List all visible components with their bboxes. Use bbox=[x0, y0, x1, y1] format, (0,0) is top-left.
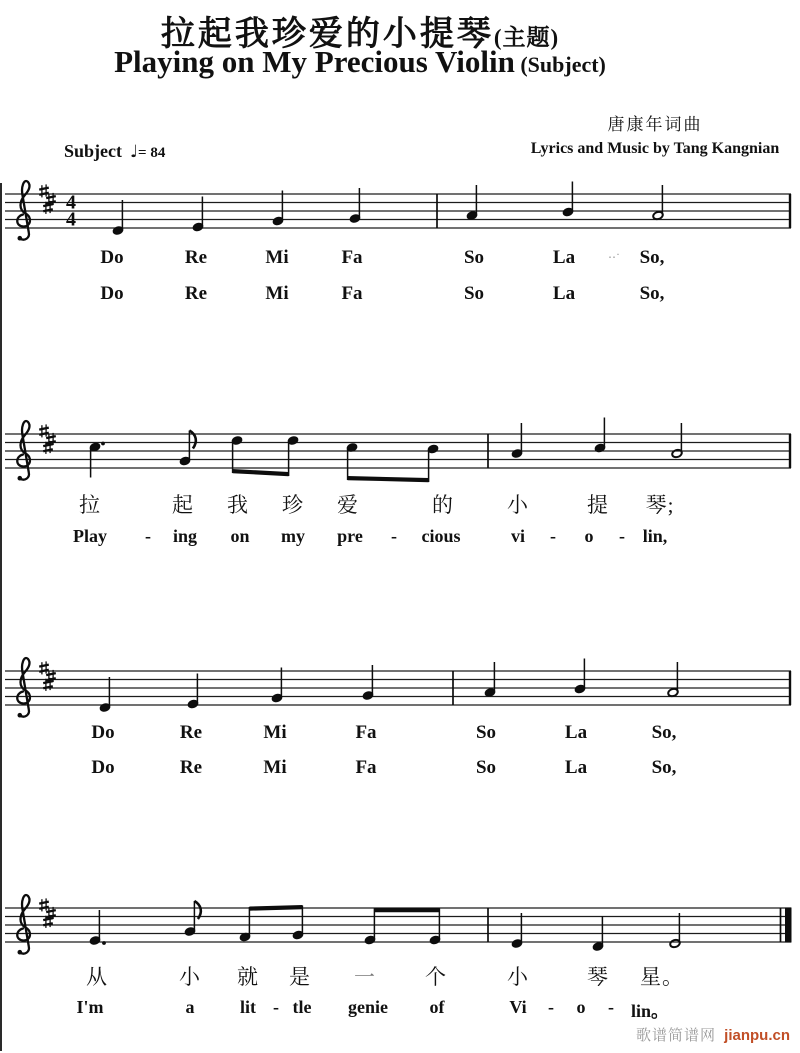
lyric-syllable: So, bbox=[651, 722, 677, 743]
lyric-syllable: 爱 bbox=[337, 493, 359, 517]
lyric-syllable: 拉 bbox=[79, 493, 101, 517]
lyric-syllable: 琴 bbox=[587, 965, 609, 989]
lyric-syllable: Re bbox=[184, 247, 208, 268]
lyric-syllable: vi bbox=[510, 526, 526, 546]
lyric-syllable: So bbox=[463, 247, 485, 268]
lyric-syllable: Do bbox=[91, 722, 115, 743]
lyric-syllable: 小 bbox=[507, 965, 529, 989]
lyric-syllable: Fa bbox=[355, 722, 377, 743]
lyric-syllable: lit bbox=[240, 997, 256, 1017]
lyric-syllable: I'm bbox=[76, 997, 104, 1017]
lyric-syllable: of bbox=[429, 997, 445, 1017]
lyric-syllable: Re bbox=[179, 757, 203, 778]
lyric-syllable: - bbox=[391, 526, 397, 546]
watermark-site-url: jianpu.cn bbox=[724, 1027, 790, 1044]
lyric-syllable: - bbox=[608, 997, 614, 1017]
lyric-syllable: - bbox=[619, 526, 625, 546]
lyric-syllable: - bbox=[548, 997, 554, 1017]
tempo-label: Subject bbox=[64, 141, 122, 161]
lyric-syllable: 从 bbox=[86, 965, 108, 989]
lyric-syllable: Do bbox=[91, 757, 115, 778]
lyric-syllable: So bbox=[475, 722, 497, 743]
lyric-syllable: o bbox=[584, 526, 594, 546]
lyric-syllable: So, bbox=[639, 283, 665, 304]
lyric-syllable: pre bbox=[337, 526, 363, 546]
lyric-syllable: Mi bbox=[265, 247, 289, 268]
lyric-syllable: 起 bbox=[172, 493, 194, 517]
lyric-syllable: So, bbox=[639, 247, 665, 268]
title-english-text: Playing on My Precious Violin bbox=[114, 44, 515, 79]
lyric-syllable: 一 bbox=[354, 965, 376, 989]
lyric-syllable: So bbox=[463, 283, 485, 304]
quarter-note-icon: ♩ bbox=[130, 142, 139, 162]
lyric-syllable: 提 bbox=[587, 493, 609, 517]
lyric-syllable: Re bbox=[179, 722, 203, 743]
lyric-syllable: my bbox=[281, 526, 305, 546]
lyric-syllable: 小 bbox=[507, 493, 529, 517]
lyric-syllable: La bbox=[564, 722, 588, 743]
lyric-syllable: 星。 bbox=[640, 965, 684, 989]
lyric-syllable: Play bbox=[73, 526, 107, 546]
lyric-syllable: cious bbox=[421, 526, 461, 546]
tempo-value: = 84 bbox=[138, 145, 166, 161]
lyric-syllable: La bbox=[552, 283, 576, 304]
lyric-syllable: Fa bbox=[341, 247, 363, 268]
lyric-syllable: Re bbox=[184, 283, 208, 304]
title-english-subtitle: (Subject) bbox=[514, 52, 606, 77]
lyric-syllable: 的 bbox=[432, 493, 454, 517]
lyric-syllable: on bbox=[230, 526, 250, 546]
lyric-syllable: ing bbox=[172, 526, 198, 546]
credit-chinese: 唐康年词曲 bbox=[607, 115, 703, 134]
lyric-syllable: a bbox=[185, 997, 195, 1017]
lyric-syllable: ‥· bbox=[607, 247, 621, 261]
lyric-syllable: Fa bbox=[355, 757, 377, 778]
watermark bbox=[636, 1024, 790, 1045]
title-chinese-subtitle: (主题) bbox=[493, 25, 560, 50]
lyric-syllable: So, bbox=[651, 757, 677, 778]
lyric-syllable: Mi bbox=[265, 283, 289, 304]
time-signature: 4 bbox=[66, 191, 76, 214]
lyric-syllable: 我 bbox=[227, 493, 249, 517]
lyric-syllable: Do bbox=[100, 247, 124, 268]
watermark-site-name: 歌谱简谱网 bbox=[635, 1027, 716, 1044]
lyric-syllable: o bbox=[576, 997, 586, 1017]
lyric-syllable: Do bbox=[100, 283, 124, 304]
lyric-syllable: 琴; bbox=[645, 493, 675, 517]
lyric-syllable: 是 bbox=[289, 965, 311, 989]
lyric-syllable: Mi bbox=[263, 722, 287, 743]
credit-english: Lyrics and Music by Tang Kangnian bbox=[530, 140, 780, 157]
lyric-syllable: genie bbox=[348, 997, 388, 1017]
lyric-syllable: 珍 bbox=[282, 493, 304, 517]
lyric-syllable: Vi bbox=[509, 997, 527, 1017]
lyric-syllable: So bbox=[475, 757, 497, 778]
lyric-syllable: - bbox=[273, 997, 279, 1017]
lyric-syllable: 小 bbox=[179, 965, 201, 989]
lyric-syllable: La bbox=[552, 247, 576, 268]
lyric-syllable: - bbox=[550, 526, 556, 546]
lyric-syllable: tle bbox=[292, 997, 312, 1017]
lyric-syllable: 就 bbox=[237, 965, 259, 989]
time-signature: 4 bbox=[66, 208, 76, 231]
lyric-syllable: 个 bbox=[425, 965, 447, 989]
title-chinese-text: 拉起我珍爱的小提琴 bbox=[160, 16, 494, 53]
lyric-syllable: lin, bbox=[642, 526, 668, 546]
lyric-syllable: Fa bbox=[341, 283, 363, 304]
lyric-syllable: La bbox=[564, 757, 588, 778]
lyric-syllable: - bbox=[145, 526, 151, 546]
lyric-syllable: Mi bbox=[263, 757, 287, 778]
lyric-syllable: lin。 bbox=[630, 1001, 670, 1021]
